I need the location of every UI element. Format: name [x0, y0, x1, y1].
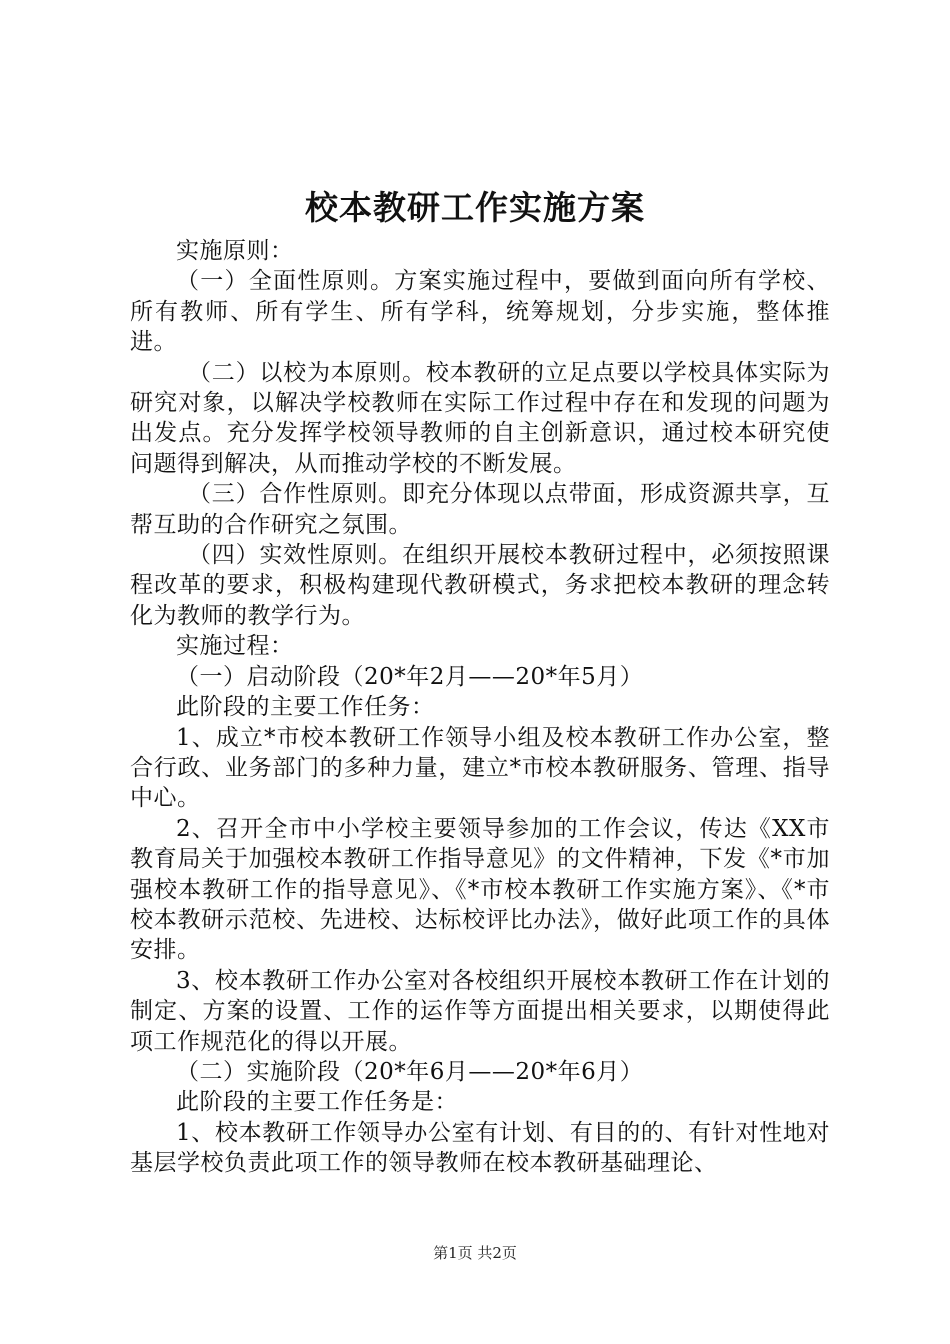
paragraph: 1、校本教研工作领导办公室有计划、有目的的、有针对性地对基层学校负责此项工作的领导教师在校本教研基础理论、	[130, 1119, 830, 1177]
paragraph: （二）以校为本原则。校本教研的立足点要以学校具体实际为研究对象，以解决学校教师在实际工作过程中存在和发现的问题为出发点。充分发挥学校领导教师的自主创新意识，通过校本研究使问题得到解决，从而推动学校的不断发展。	[130, 359, 830, 477]
paragraph: 此阶段的主要工作任务是：	[176, 1089, 458, 1116]
paragraph: （一）全面性原则。方案实施过程中，要做到面向所有学校、所有教师、所有学生、所有学科，统筹规划，分步实施，整体推进。	[130, 268, 830, 356]
paragraph: （三）合作性原则。即充分体现以点带面，形成资源共享，互帮互助的合作研究之氛围。	[130, 481, 830, 538]
document-title: 校本教研工作实施方案	[305, 188, 645, 227]
paragraph: 实施原则：	[176, 238, 294, 264]
paragraph: （一）启动阶段（20*年2月——20*年5月）	[176, 663, 644, 690]
paragraph: （二）实施阶段（20*年6月——20*年6月）	[176, 1058, 644, 1085]
document-body	[130, 236, 830, 1179]
page-number-footer: 第1页 共2页	[433, 1244, 517, 1262]
paragraph: （四）实效性原则。在组织开展校本教研过程中，必须按照课程改革的要求，积极构建现代教研模式，务求把校本教研的理念转化为教师的教学行为。	[130, 542, 830, 629]
paragraph: 实施过程：	[176, 633, 294, 660]
paragraph: 2、召开全市中小学校主要领导参加的工作会议，传达《XX市教育局关于加强校本教研工作指导意见》的文件精神，下发《*市加强校本教研工作的指导意见》、《*市校本教研工作实施方案》、《*市校本教研示范校、先进校、达标校评比办法》，做好此项工作的具体安排。	[130, 815, 830, 964]
paragraph: 此阶段的主要工作任务：	[176, 694, 435, 721]
paragraph: 3、校本教研工作办公室对各校组织开展校本教研工作在计划的制定、方案的设置、工作的运作等方面提出相关要求，以期使得此项工作规范化的得以开展。	[130, 967, 830, 1055]
paragraph: 1、成立*市校本教研工作领导小组及校本教研工作办公室，整合行政、业务部门的多种力量，建立*市校本教研服务、管理、指导中心。	[130, 724, 830, 812]
